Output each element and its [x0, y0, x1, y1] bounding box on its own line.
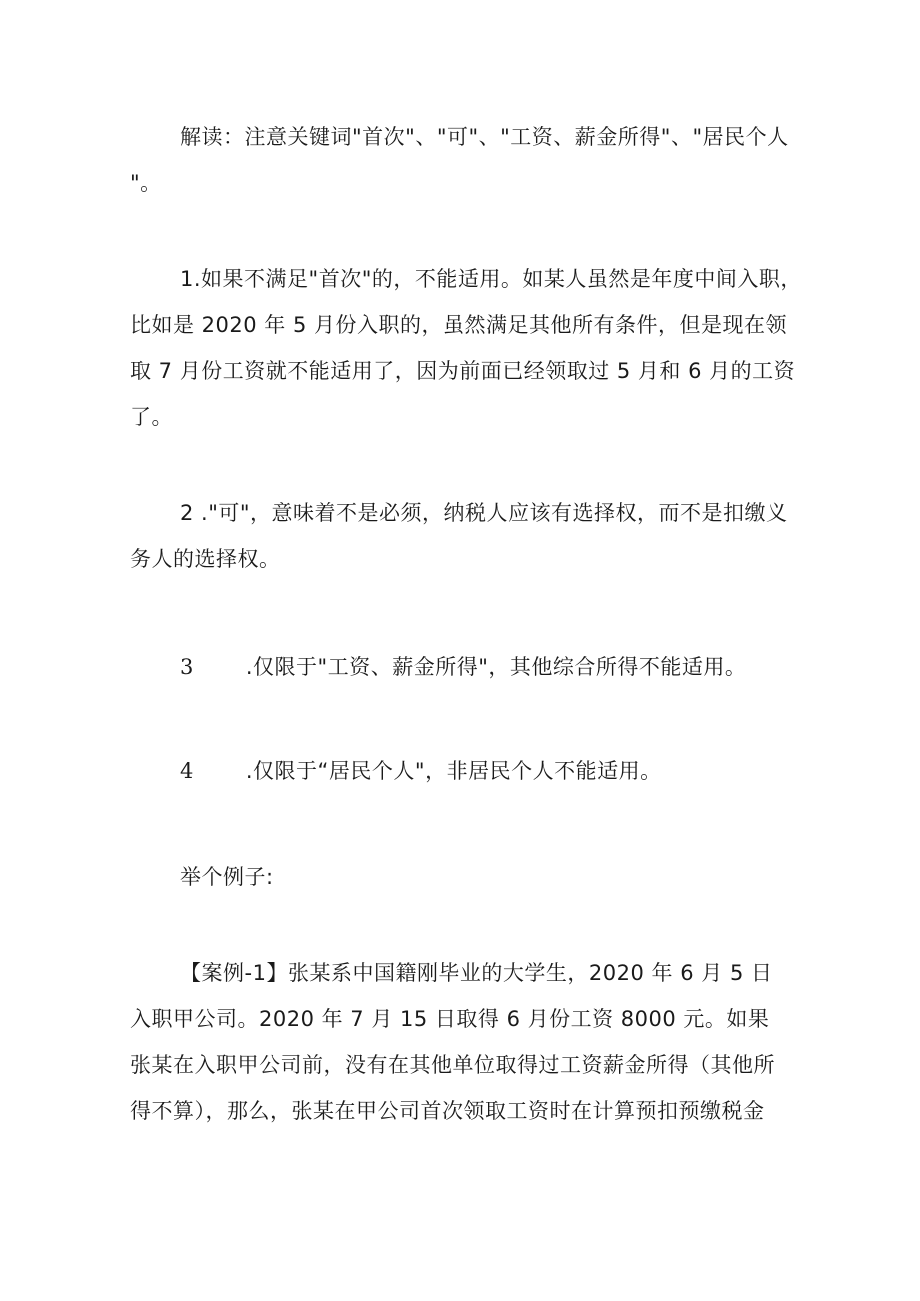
text-line: [130, 644, 800, 690]
text-line: [130, 748, 800, 794]
text-line: 【案例-1】张某系中国籍刚毕业的大学生，2020 年 6 月 5 日: [180, 961, 773, 985]
list-text: .仅限于"工资、薪金所得"，其他综合所得不能适用。: [245, 655, 747, 679]
text-line: 张某在入职甲公司前，没有在其他单位取得过工资薪金所得（其他所: [130, 1053, 775, 1077]
list-text: .仅限于“居民个人"，非居民个人不能适用。: [245, 759, 662, 783]
text-line: 了。: [130, 405, 173, 429]
paragraph-point-1: [130, 256, 800, 440]
paragraph-point-3: [130, 644, 800, 690]
paragraph-point-4: [130, 748, 800, 794]
text-line: 取 7 月份工资就不能适用了，因为前面已经领取过 5 月和 6 月的工资: [130, 359, 796, 383]
text-line: 入职甲公司。2020 年 7 月 15 日取得 6 月份工资 8000 元。如果: [130, 1007, 770, 1031]
text-line: 比如是 2020 年 5 月份入职的，虽然满足其他所有条件，但是现在领: [130, 313, 788, 337]
paragraph-point-2: [130, 490, 800, 582]
text-line: 解读：注意关键词"首次"、"可"、"工资、薪金所得"、"居民个人: [180, 125, 789, 149]
list-number: 3: [180, 655, 194, 679]
text-line: 1.如果不满足"首次"的，不能适用。如某人虽然是年度中间入职，: [180, 267, 802, 291]
text-line: "。: [130, 171, 162, 195]
text-line: 得不算），那么，张某在甲公司首次领取工资时在计算预扣预缴税金: [130, 1099, 765, 1123]
text-line: 务人的选择权。: [130, 547, 281, 571]
text-line: 2 ."可"，意味着不是必须，纳税人应该有选择权，而不是扣缴义: [180, 501, 788, 525]
paragraph-example-heading: [130, 854, 800, 900]
text-line: 举个例子:: [180, 865, 274, 889]
paragraph-interpretation: [130, 114, 800, 206]
paragraph-case-1: [130, 950, 800, 1134]
list-number: 4: [180, 759, 194, 783]
